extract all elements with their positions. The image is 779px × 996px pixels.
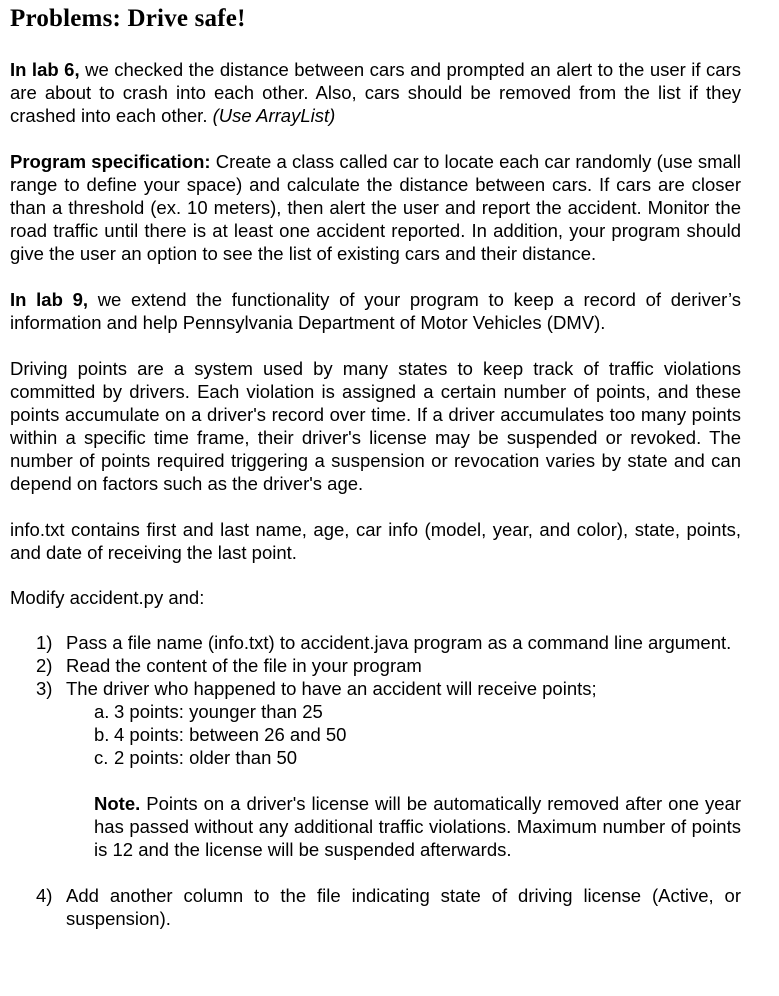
lab9-lead: In lab 9, [10,289,88,310]
lab9-paragraph [10,288,741,334]
step-text: The driver who happened to have an accident will receive points; [66,678,597,699]
lab6-lead: In lab 6, [10,59,80,80]
sub-item-text: 4 points: between 26 and 50 [114,724,347,745]
steps-list [10,631,741,930]
sub-item-letter: c. [94,747,109,768]
step-number: 1) [36,632,53,653]
step-item-4 [10,884,741,930]
lab6-text: we checked the distance between cars and prompted an alert to the user if cars are about to crash into each other. Also, cars should be removed from the list if they crashed into each other. [10,59,741,126]
spec-paragraph [10,150,741,265]
driving-points-paragraph: Driving points are a system used by many states to keep track of traffic violations committed by drivers. Each violation is assigned a certain number of points, and these points accumulate on a driver's record over time. If a driver accumulates too many points within a specific time frame, their driver's license may be suspended or revoked. The number of points required triggering a suspension or revocation varies by state and can depend on factors such as the driver's age. [10,358,741,494]
sub-item-c [66,746,741,769]
step-text: Add another column to the file indicating state of driving license (Active, or suspension). [66,885,741,929]
note-text: Points on a driver's license will be automatically removed after one year has passed without any additional traffic violations. Maximum number of points is 12 and the license will be suspended afterwards. [94,793,741,860]
lab6-paragraph [10,58,741,127]
spec-text: Create a class called car to locate each car randomly (use small range to define your space) and calculate the distance between cars. If cars are closer than a threshold (ex. 10 meters), then alert the user and report the accident. Monitor the road traffic until there is at least one accident reported. In addition, your program should give the user an option to see the list of existing cars and their distance. [10,151,741,264]
lab6-italic-note: (Use ArrayList) [212,105,336,126]
step-item-1 [10,631,741,654]
step-item-3 [10,677,741,861]
step-number: 2) [36,655,53,676]
lab9-text: we extend the functionality of your program to keep a record of deriver’s information and help Pennsylvania Department of Motor Vehicles (DMV). [10,289,741,333]
document-title: Problems: Drive safe! [10,5,246,32]
note-paragraph [94,792,741,861]
step-text: Pass a file name (info.txt) to accident.java program as a command line argument. [66,632,732,653]
document-page [10,0,741,930]
sub-item-text: 3 points: younger than 25 [114,701,323,722]
step-text: Read the content of the file in your program [66,655,422,676]
modify-paragraph: Modify accident.py and: [10,587,205,608]
note-lead: Note. [94,793,141,814]
step-number: 3) [36,678,53,699]
sub-item-letter: a. [94,701,110,722]
sub-item-letter: b. [94,724,110,745]
points-sublist [66,700,741,769]
sub-item-a [66,700,741,723]
step-item-2 [10,654,741,677]
sub-item-text: 2 points: older than 50 [114,747,298,768]
sub-item-b [66,723,741,746]
spec-lead: Program specification: [10,151,211,172]
step-number: 4) [36,885,53,906]
info-txt-paragraph: info.txt contains first and last name, age, car info (model, year, and color), state, points, and date of receiving the last point. [10,519,741,563]
